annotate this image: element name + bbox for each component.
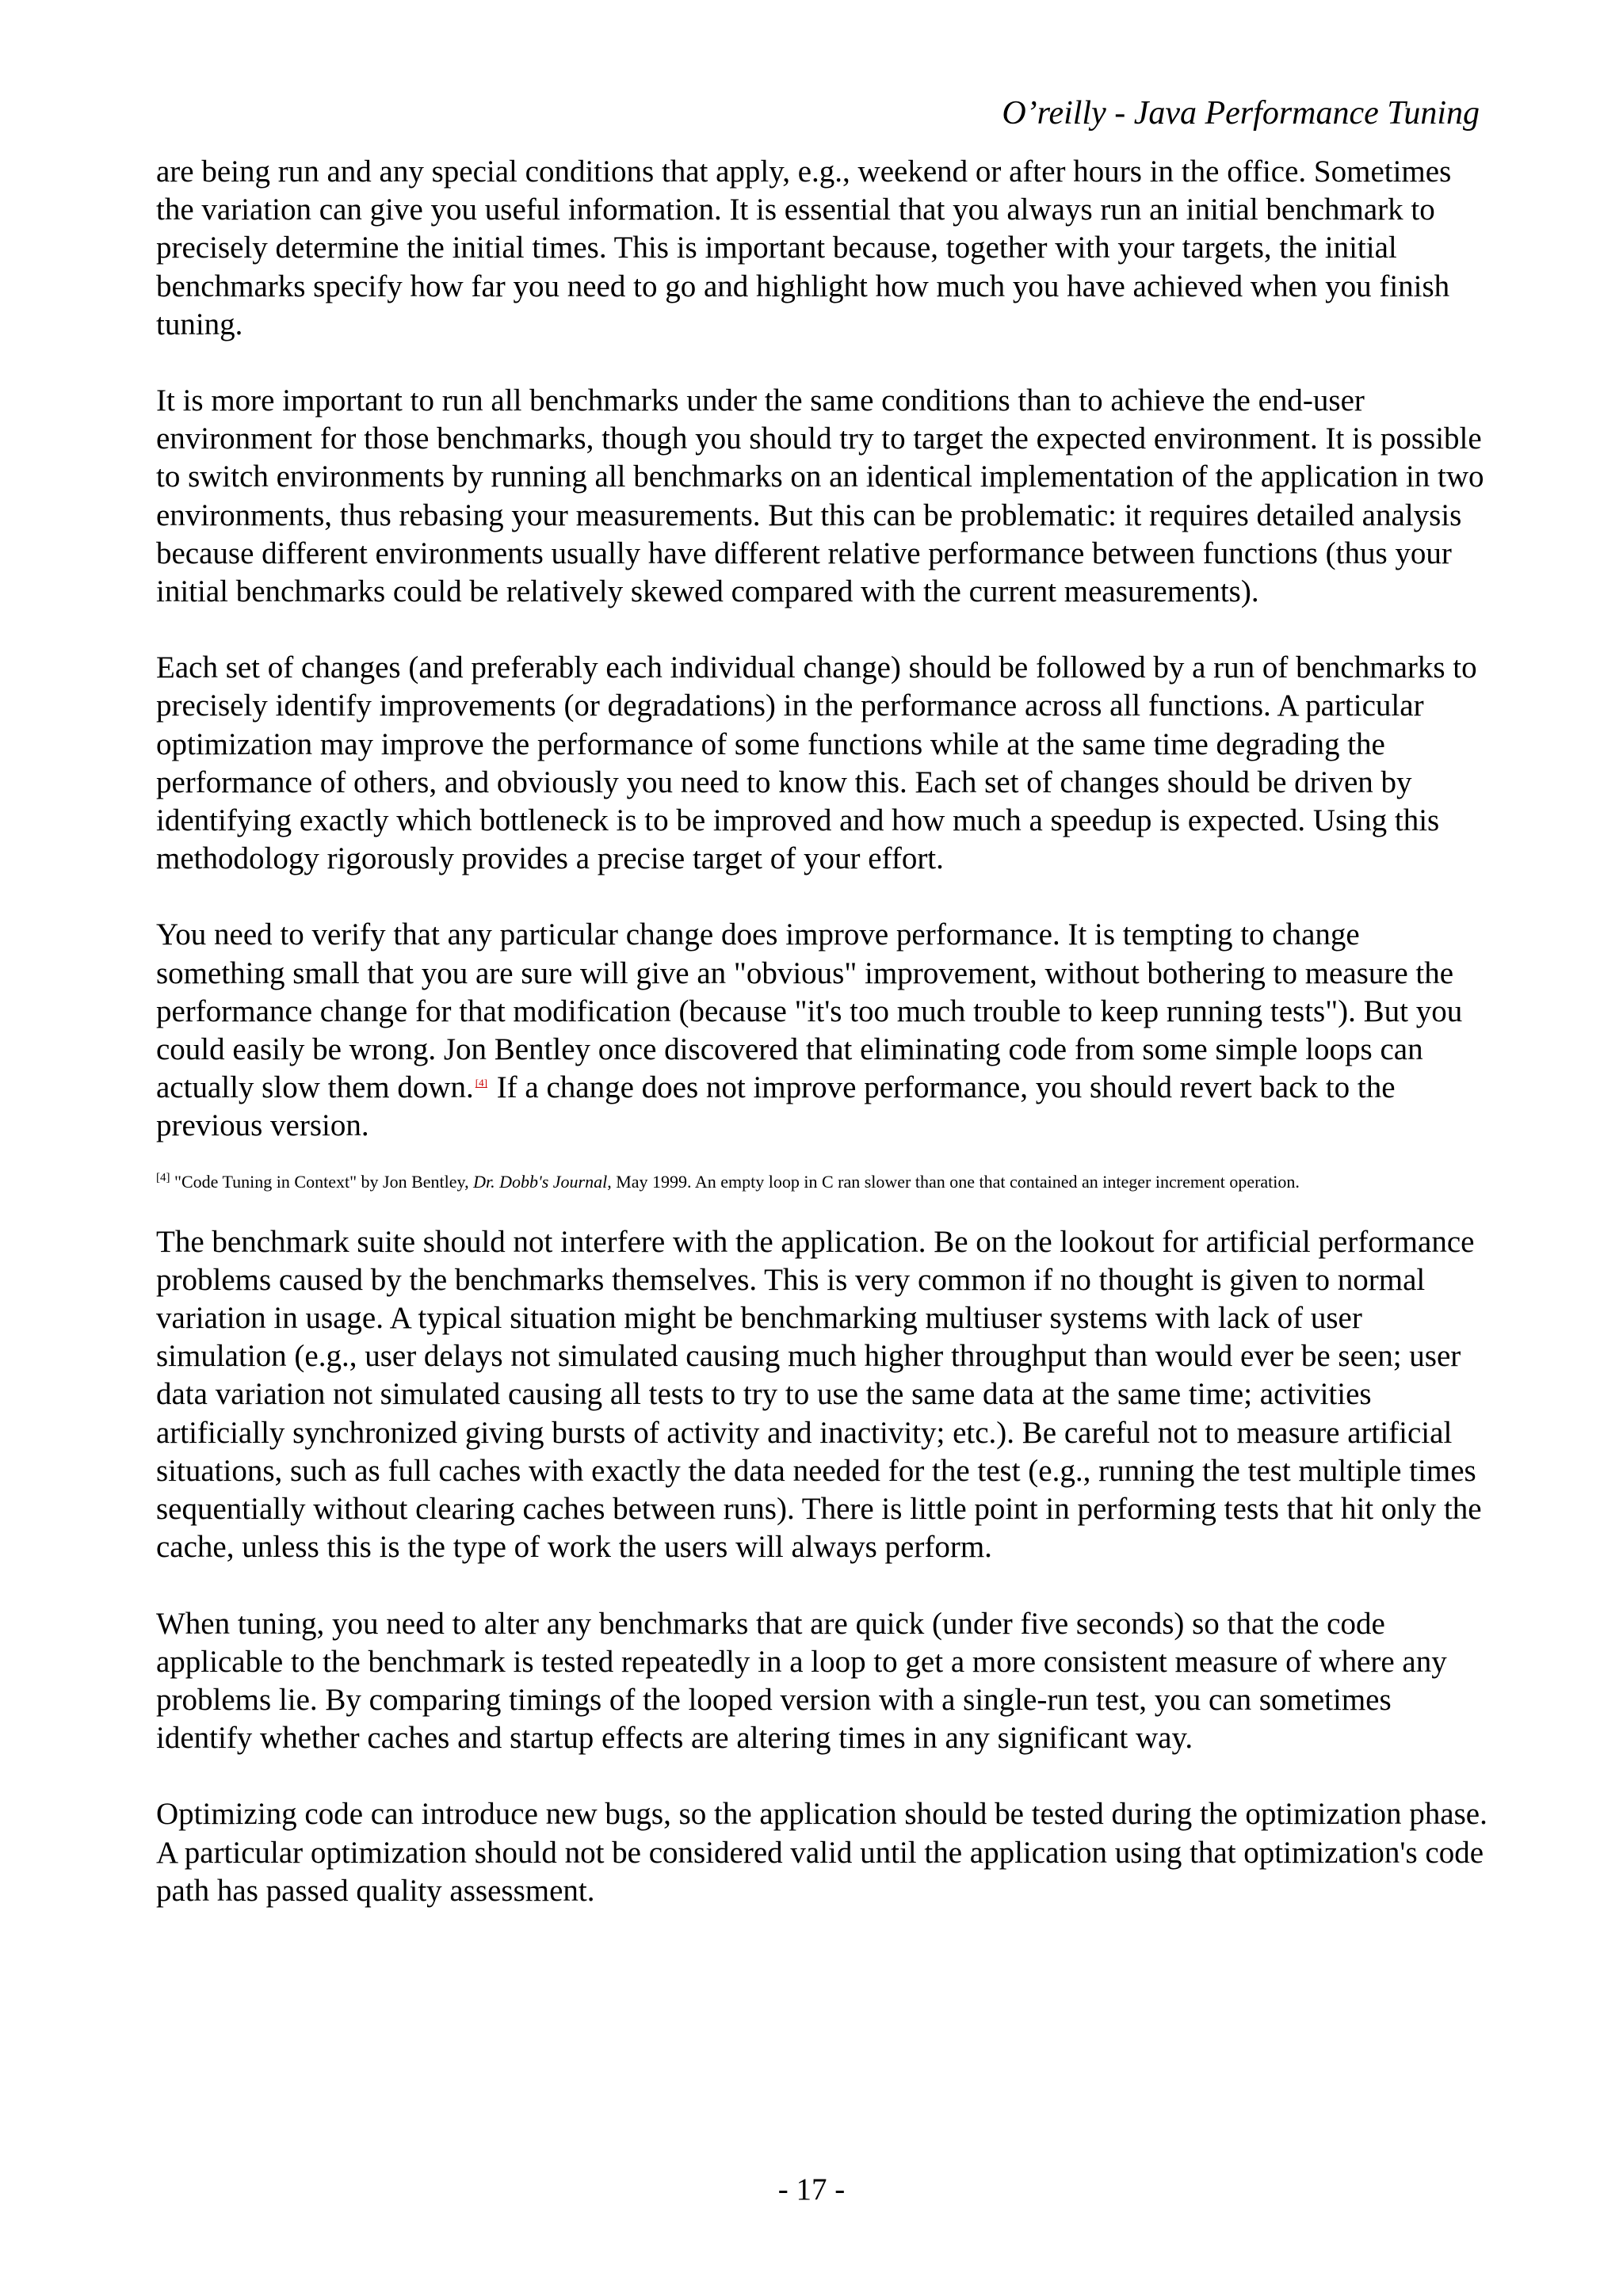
paragraph-7: Optimizing code can introduce new bugs, so the application should be tested during the optimization phase. A particular optimization should not be considered valid until the application using that optimization's code path has passed quality assessment. [156, 1797, 1487, 1908]
footnote-4 [156, 1171, 1487, 1193]
paragraph-2: It is more important to run all benchmarks under the same conditions than to achieve the end-user environment for those benchmarks, though you should try to target the expected environment. It is possible to switch environments by running all benchmarks on an identical implementation of the application in two environments, thus rebasing your measurements. But this can be problematic: it requires detailed analysis because different environments usually have different relative performance between functions (thus your initial benchmarks could be relatively skewed compared with the current measurements). [156, 383, 1484, 609]
page-number: - 17 - [777, 2172, 846, 2206]
paragraph-6: When tuning, you need to alter any benchmarks that are quick (under five seconds) so that the code applicable to the benchmark is tested repeatedly in a loop to get a more consistent measure of where any problems lie. By comparing timings of the looped version with a single-run test, you can sometimes identify whether caches and startup effects are altering times in any significant way. [156, 1606, 1447, 1756]
paragraph-4 [156, 916, 1487, 1145]
footnote-text-a: "Code Tuning in Context" by Jon Bentley, [170, 1171, 474, 1192]
footnote-mark: [4] [156, 1171, 170, 1184]
footnote-text-b: , May 1999. An empty loop in C ran slower than one that contained an integer increment operation. [607, 1171, 1300, 1192]
paragraph-4-text-a: You need to verify that any particular change does improve performance. It is tempting to change something small that you are sure will give an "obvious" improvement, without bothering to measure the performance change for that modification (because "it's too much trouble to keep running tests"). But you could easily be wrong. Jon Bentley once discovered that eliminating code from some simple loops can actually slow them down. [156, 917, 1463, 1105]
footnote-link-4[interactable]: [4] [475, 1077, 487, 1089]
paragraph-5: The benchmark suite should not interfere with the application. Be on the lookout for artificial performance problems caused by the benchmarks themselves. This is very common if no thought is given to normal variation in usage. A typical situation might be benchmarking multiuser systems with lack of user simulation (e.g., user delays not simulated causing much higher throughput than would ever be seen; user data variation not simulated causing all tests to try to use the same data at the same time; activities artificially synchronized giving bursts of activity and inactivity; etc.). Be careful not to measure artificial situations, such as full caches with exactly the data needed for the test (e.g., running the test multiple times sequentially without clearing caches between runs). There is little point in performing tests that hit only the cache, unless this is the type of work the users will always perform. [156, 1224, 1482, 1565]
paragraph-3: Each set of changes (and preferably each individual change) should be followed by a run of benchmarks to precisely identify improvements (or degradations) in the performance across all functions. A particular optimization may improve the performance of some functions while at the same time degrading the performance of others, and obviously you need to know this. Each set of changes should be driven by identifying exactly which bottleneck is to be improved and how much a speedup is expected. Using this methodology rigorously provides a precise target of your effort. [156, 650, 1477, 876]
page-content [156, 153, 1487, 1948]
paragraph-1: are being run and any special conditions that apply, e.g., weekend or after hours in the office. Sometimes the variation can give you useful information. It is essential that you always run an initial benchmark to precisely determine the initial times. This is important because, together with your targets, the initial benchmarks specify how far you need to go and highlight how much you have achieved when you finish tuning. [156, 154, 1452, 341]
page-header: O’reilly - Java Performance Tuning [1002, 95, 1480, 132]
paragraph-4-text-b: If a change does not improve performance, you should revert back to the previous version. [156, 1070, 1396, 1143]
footnote-journal: Dr. Dobb's Journal [473, 1171, 608, 1192]
